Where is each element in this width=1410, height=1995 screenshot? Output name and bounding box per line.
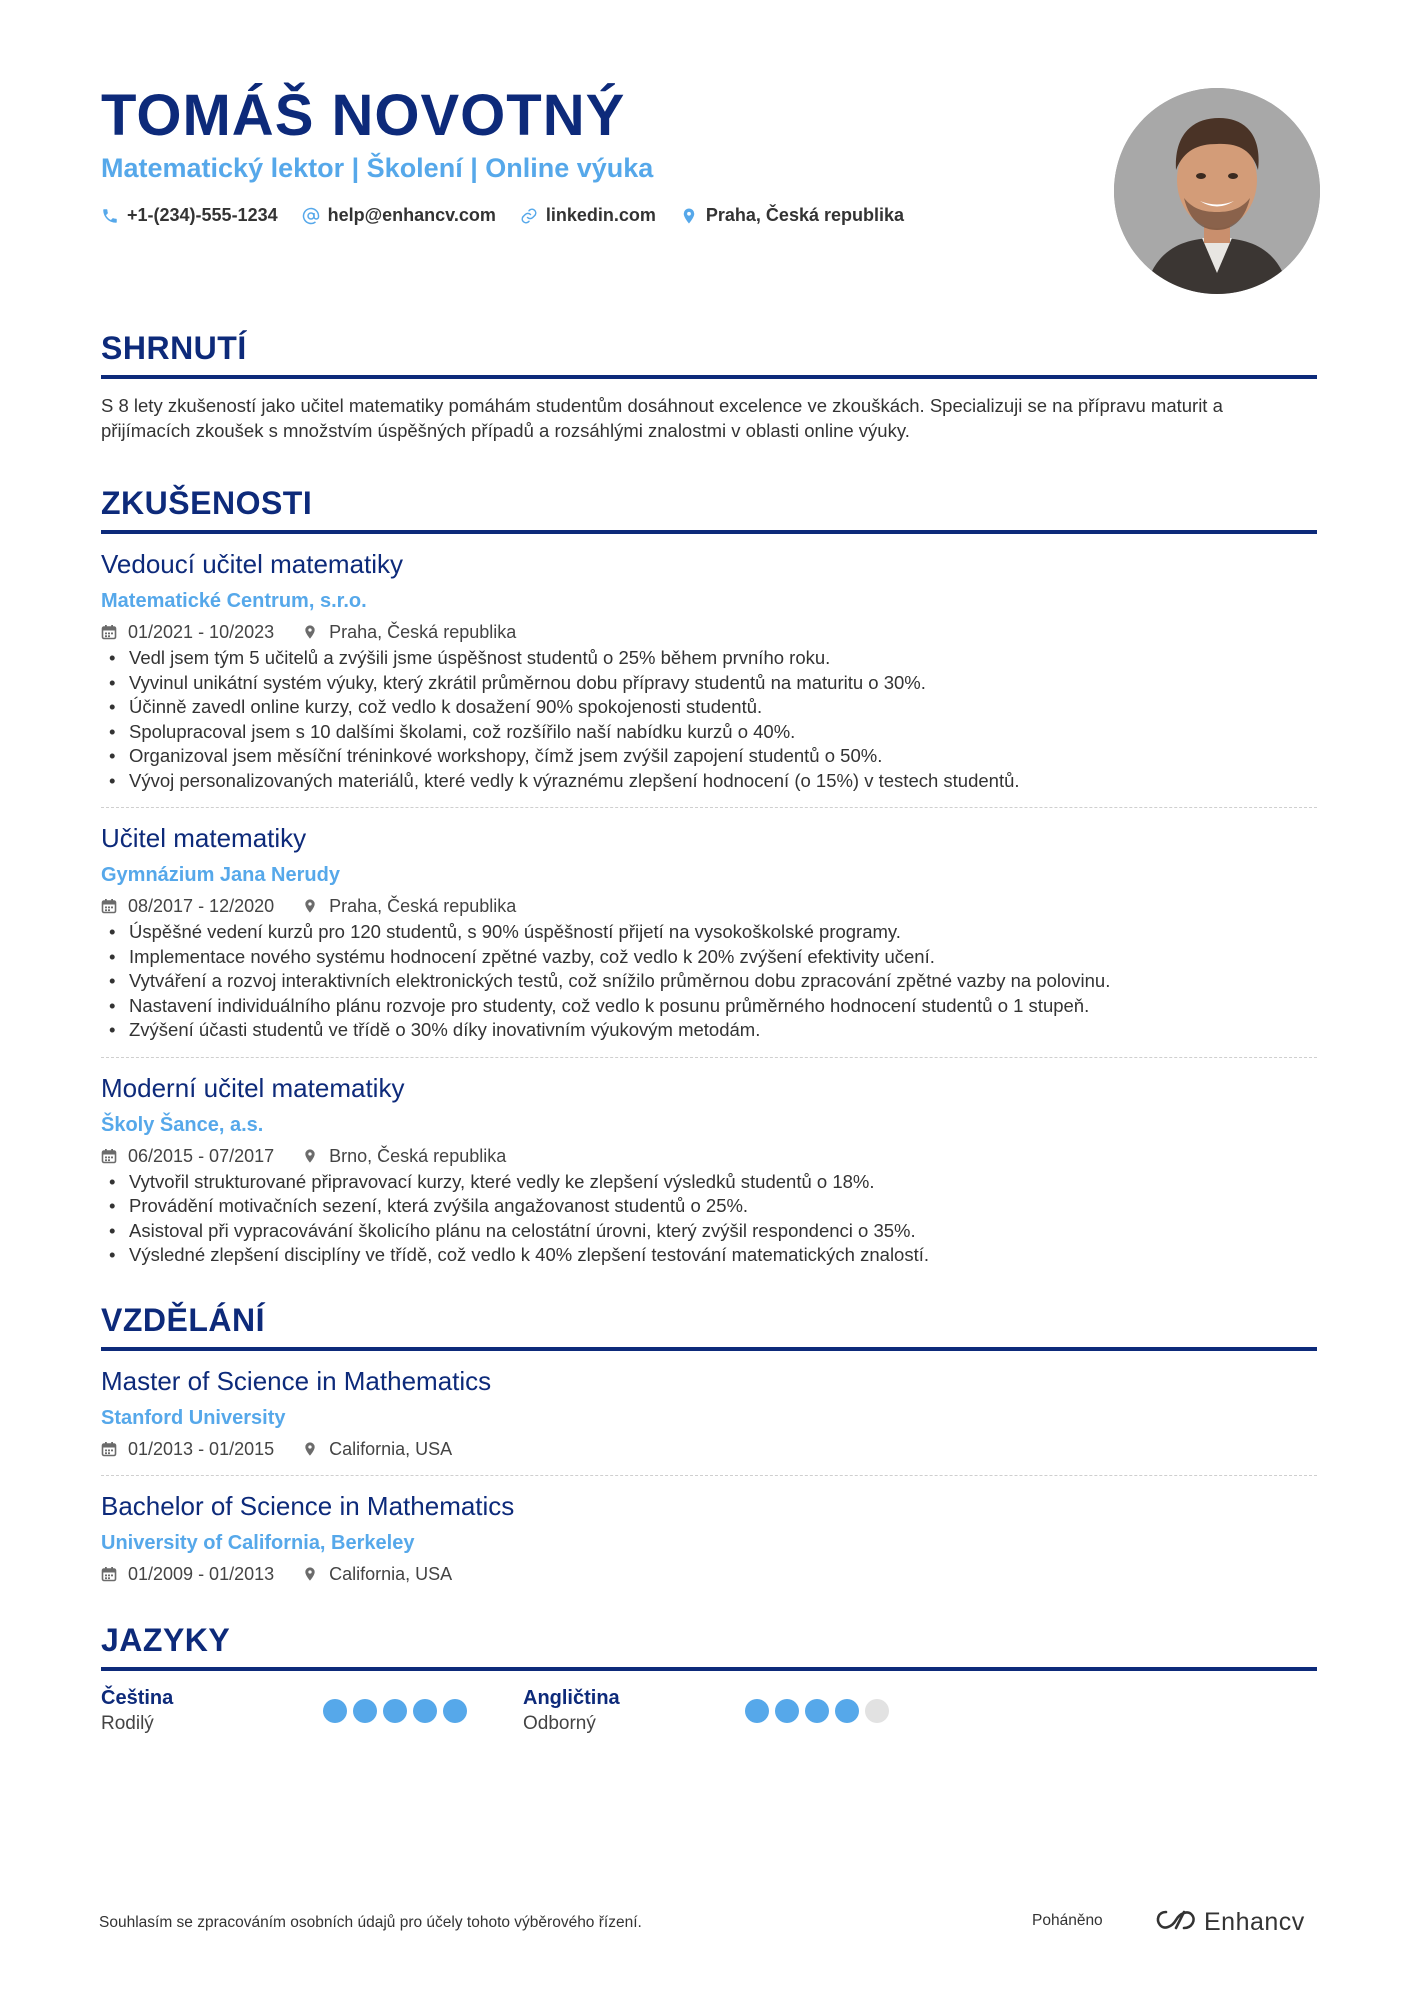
date-text: 01/2021 - 10/2023: [128, 622, 275, 642]
experience-entry: [101, 807, 1317, 1057]
consent-note: Souhlasím se zpracováním osobních údajů pro účely tohoto výběrového řízení.: [99, 1914, 642, 1931]
at-sign-icon: [302, 207, 320, 225]
date-range: [101, 1144, 274, 1168]
achievement-item: • Vedl jsem tým 5 učitelů a zvýšili jsme úspěšnost studentů o 25% během prvního roku.: [101, 646, 1317, 671]
company-name: Školy Šance, a.s.: [101, 1113, 264, 1136]
contact-email[interactable]: [302, 205, 496, 226]
experience-section: [101, 485, 1317, 1282]
rating-dot-filled: [805, 1699, 829, 1723]
candidate-name: TOMÁŠ NOVOTNÝ: [101, 83, 626, 148]
degree-title: Master of Science in Mathematics: [101, 1366, 492, 1396]
location-text: Praha, Česká republika: [329, 896, 517, 916]
achievement-item: • Zvýšení účasti studentů ve třídě o 30% díky inovativním výukovým metodám.: [101, 1018, 1317, 1043]
rating-dot-filled: [413, 1699, 437, 1723]
calendar-icon: [101, 624, 117, 640]
page-footer: [99, 1908, 1311, 1938]
calendar-icon: [101, 1441, 117, 1457]
brand-logo[interactable]: [1154, 1908, 1305, 1937]
resume-page: [101, 0, 1317, 1734]
achievement-item: • Účinně zavedl online kurzy, což vedlo k dosažení 90% spokojenosti studentů.: [101, 695, 1317, 720]
proficiency-rating: [323, 1699, 473, 1723]
achievement-list: [101, 920, 1317, 1043]
achievement-list: [101, 1170, 1317, 1268]
map-pin-icon: [302, 624, 318, 640]
school-location: [302, 1437, 452, 1461]
map-pin-icon: [302, 1441, 318, 1457]
linkedin-link: linkedin.com: [545, 205, 656, 225]
language-level: Rodilý: [101, 1713, 154, 1734]
education-heading: VZDĚLÁNÍ: [101, 1302, 265, 1338]
location-text: Praha, Česká republika: [705, 205, 905, 225]
company-name: Matematické Centrum, s.r.o.: [101, 590, 367, 612]
achievement-item: • Nastavení individuálního plánu rozvoje pro studenty, což vedlo k posunu průměrného hodnocení studentů o 1 stupeň.: [101, 994, 1317, 1019]
link-icon: [520, 207, 538, 225]
location-text: Brno, Česká republika: [329, 1145, 507, 1166]
achievement-list: [101, 646, 1317, 793]
powered-by-label: Poháněno: [1032, 1912, 1103, 1929]
date-range: [101, 1437, 274, 1461]
entry-meta: [101, 1562, 1317, 1586]
language-item: [101, 1685, 523, 1737]
school-name: University of California, Berkeley: [101, 1532, 415, 1554]
summary-section: [101, 330, 1317, 443]
enhancv-logo-icon: [1154, 1908, 1198, 1937]
date-range: [101, 1562, 274, 1586]
education-entry: [101, 1351, 1317, 1475]
date-range: [101, 894, 274, 918]
calendar-icon: [101, 1566, 117, 1582]
rating-dot-filled: [775, 1699, 799, 1723]
education-entry: [101, 1475, 1317, 1600]
languages-heading: JAZYKY: [101, 1622, 231, 1658]
achievement-item: • Vyvinul unikátní systém výuky, který zkrátil průměrnou dobu přípravy studentů na maturitu o 30%.: [101, 671, 1317, 696]
summary-heading: SHRNUTÍ: [101, 330, 247, 366]
job-title: Vedoucí učitel matematiky: [101, 549, 404, 579]
date-text: 08/2017 - 12/2020: [128, 896, 275, 916]
achievement-item: • Organizoval jsem měsíční tréninkové workshopy, čímž jsem zvýšil zapojení studentů o 50%.: [101, 744, 1317, 769]
language-name: Čeština: [101, 1687, 174, 1709]
school-name: Stanford University: [101, 1407, 286, 1429]
date-text: 01/2009 - 01/2013: [128, 1564, 275, 1584]
resume-header: [101, 0, 1317, 300]
date-range: [101, 620, 274, 644]
achievement-item: • Vytvořil strukturované připravovací kurzy, které vedly ke zlepšení výsledků studentů o 18%.: [101, 1170, 1317, 1195]
phone-icon: [101, 207, 119, 225]
location-text: California, USA: [329, 1564, 453, 1584]
contact-linkedin[interactable]: [520, 205, 656, 226]
entry-meta: [101, 1144, 1317, 1168]
job-location: [302, 894, 516, 918]
language-name: Angličtina: [523, 1687, 620, 1709]
experience-heading: ZKUŠENOSTI: [101, 485, 313, 521]
education-section: [101, 1302, 1317, 1600]
contact-location: [680, 205, 904, 226]
candidate-tagline: Matematický lektor | Školení | Online výuka: [101, 153, 654, 183]
map-pin-icon: [302, 898, 318, 914]
company-name: Gymnázium Jana Nerudy: [101, 864, 340, 886]
map-pin-icon: [680, 207, 698, 225]
rating-dot-filled: [443, 1699, 467, 1723]
brand-name: Enhancv: [1204, 1908, 1305, 1936]
language-item: [523, 1685, 945, 1737]
achievement-item: • Implementace nového systému hodnocení zpětné vazby, což vedlo k 20% zvýšení efektivity učení.: [101, 945, 1317, 970]
phone-number: +1-(234)-555-1234: [127, 205, 278, 225]
email-address: help@enhancv.com: [327, 205, 496, 225]
date-text: 06/2015 - 07/2017: [128, 1145, 275, 1166]
summary-text: S 8 lety zkušeností jako učitel matematiky pomáhám studentům dosáhnout excelence ve zkouškách. Specializuji se na přípravu maturit a přijímacích zkoušek s množstvím úspěšných případů a rozsáhlými znalostmi v oblasti online výuky.: [101, 395, 1223, 441]
rating-dot-filled: [383, 1699, 407, 1723]
degree-title: Bachelor of Science in Mathematics: [101, 1491, 515, 1521]
job-location: [302, 620, 516, 644]
section-divider: [101, 375, 1317, 379]
language-level: Odborný: [523, 1713, 596, 1734]
rating-dot-filled: [323, 1699, 347, 1723]
achievement-item: • Úspěšné vedení kurzů pro 120 studentů, s 90% úspěšností přijetí na vysokoškolské programy.: [101, 920, 1317, 945]
job-location: [302, 1144, 506, 1168]
languages-section: [101, 1622, 1317, 1737]
languages-list: [101, 1685, 1317, 1737]
contact-bar: [101, 205, 928, 226]
section-divider: [101, 1667, 1317, 1671]
achievement-item: • Vývoj personalizovaných materiálů, které vedly k výraznému zlepšení hodnocení (o 15%) v testech studentů.: [101, 769, 1317, 794]
entry-meta: [101, 894, 1317, 918]
rating-dot-filled: [353, 1699, 377, 1723]
calendar-icon: [101, 898, 117, 914]
experience-entry: [101, 1057, 1317, 1282]
date-text: 01/2013 - 01/2015: [128, 1439, 275, 1459]
job-title: Učitel matematiky: [101, 823, 307, 853]
achievement-item: • Výsledné zlepšení disciplíny ve třídě, což vedlo k 40% zlepšení testování matematických znalostí.: [101, 1243, 1317, 1268]
entry-meta: [101, 620, 1317, 644]
profile-photo: [1114, 88, 1320, 294]
achievement-item: • Provádění motivačních sezení, která zvýšila angažovanost studentů o 25%.: [101, 1194, 1317, 1219]
achievement-item: • Vytváření a rozvoj interaktivních elektronických testů, což snížilo průměrnou dobu zpracování zpětné vazby na polovinu.: [101, 969, 1317, 994]
location-text: California, USA: [329, 1439, 453, 1459]
achievement-item: • Spolupracoval jsem s 10 dalšími školami, což rozšířilo naší nabídku kurzů o 40%.: [101, 720, 1317, 745]
contact-phone[interactable]: [101, 205, 278, 226]
map-pin-icon: [302, 1566, 318, 1582]
job-title: Moderní učitel matematiky: [101, 1072, 405, 1103]
entry-meta: [101, 1437, 1317, 1461]
rating-dot-filled: [745, 1699, 769, 1723]
achievement-item: • Asistoval při vypracovávání školicího plánu na celostátní úrovni, který zvýšil respondenci o 35%.: [101, 1219, 1317, 1244]
experience-entry: [101, 534, 1317, 807]
location-text: Praha, Česká republika: [329, 622, 517, 642]
school-location: [302, 1562, 452, 1586]
map-pin-icon: [302, 1148, 318, 1164]
proficiency-rating: [745, 1699, 895, 1723]
calendar-icon: [101, 1148, 117, 1164]
rating-dot-filled: [835, 1699, 859, 1723]
rating-dot-empty: [865, 1699, 889, 1723]
